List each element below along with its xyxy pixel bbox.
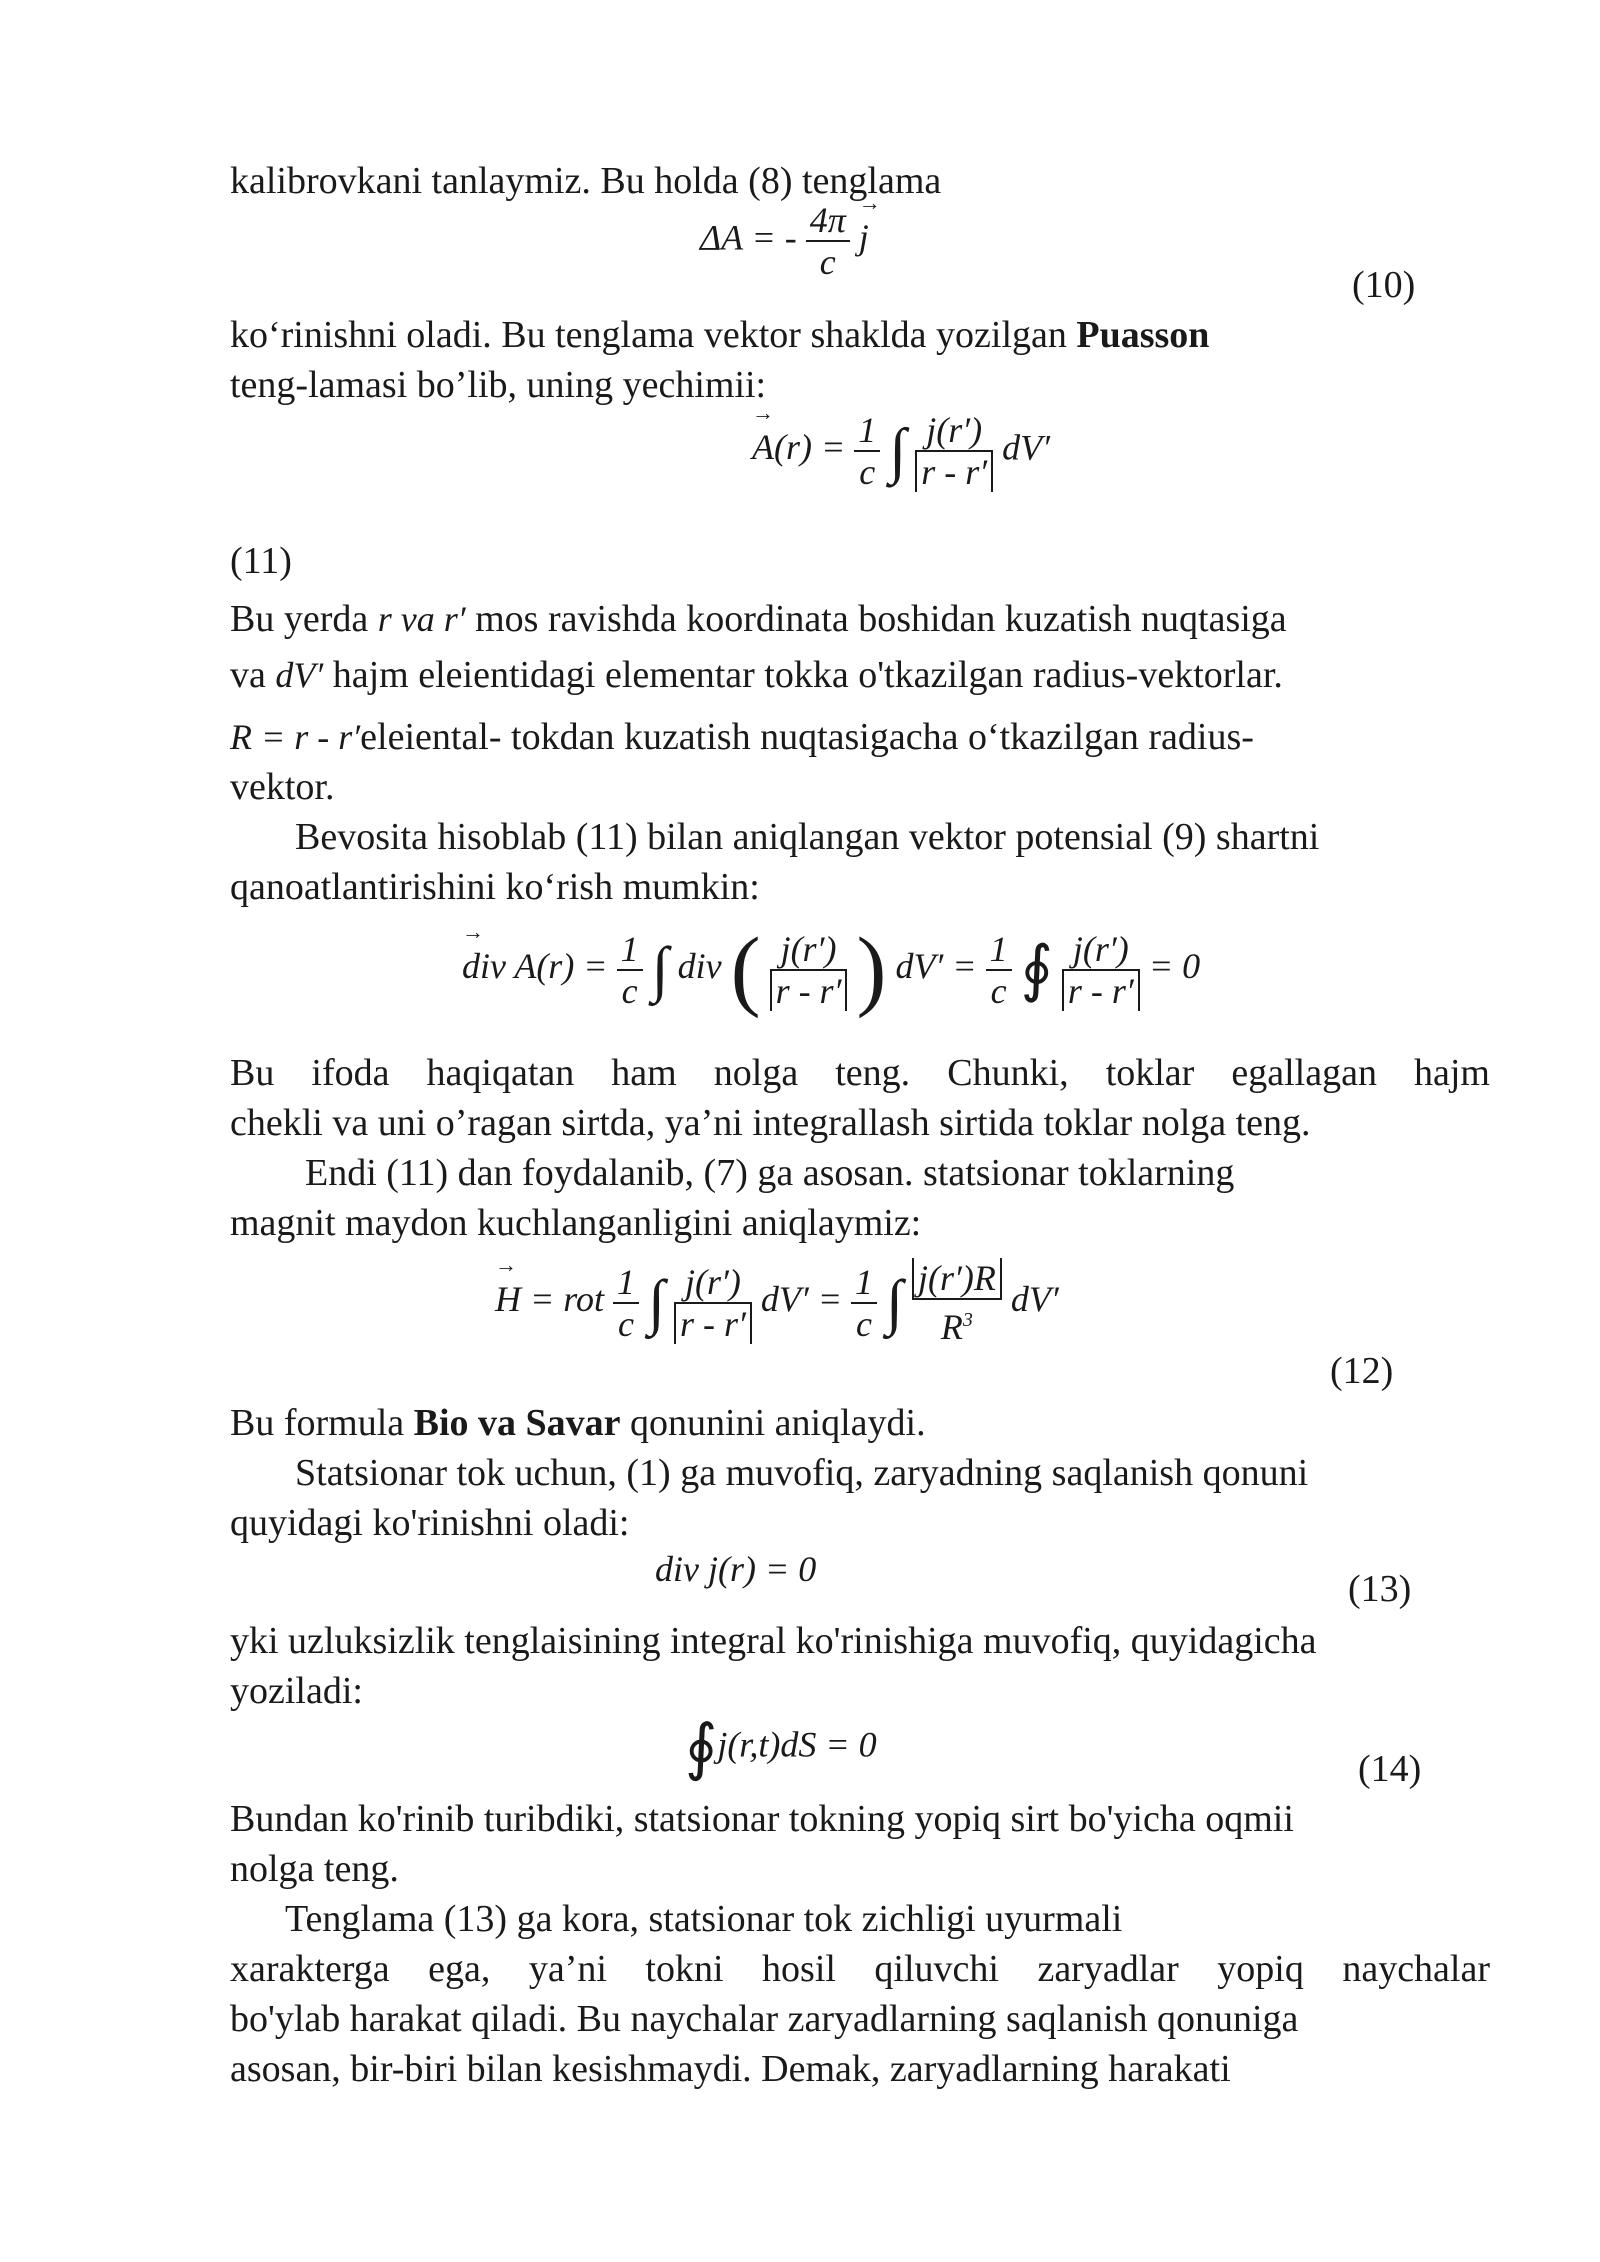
eq-den: c xyxy=(859,452,876,492)
text-line xyxy=(230,714,1490,760)
text-span: qonunini aniqlaydi. xyxy=(630,1402,926,1444)
text-line: qanoatlantirishini ko‘rish mumkin: xyxy=(230,866,760,908)
eq-tail: dV′ xyxy=(1010,1278,1059,1319)
inline-math: r va r′ xyxy=(377,599,466,639)
equation-label: (12) xyxy=(1330,1350,1394,1392)
contour-integral-sign: ∮ xyxy=(1020,935,1053,1004)
text-line: Statsionar tok uchun, (1) ga muvofiq, zaryadning saqlanish qonuni xyxy=(295,1452,1309,1494)
eq-fraction xyxy=(851,1262,877,1344)
equation-10 xyxy=(700,200,869,282)
equation-label: (10) xyxy=(1352,264,1416,306)
eq-num: 1 xyxy=(986,929,1012,971)
text-line: Endi (11) dan foydalanib, (7) ga asosan. statsionar toklarning xyxy=(305,1152,1235,1194)
eq-den: c xyxy=(819,242,836,282)
eq-den: r - r′ xyxy=(915,452,993,492)
eq-power: 3 xyxy=(962,1309,973,1331)
contour-integral-sign: ∮ xyxy=(685,1714,718,1782)
text-line: yoziladi: xyxy=(230,1670,363,1712)
eq-mid: dV′ = xyxy=(760,1278,843,1319)
eq-den xyxy=(912,1300,1002,1347)
text-line: nolga teng. xyxy=(230,1848,399,1890)
eq-tail: = 0 xyxy=(1148,945,1201,986)
eq-body: j(r,t)dS = 0 xyxy=(717,1724,877,1765)
eq-lhs: → div A(r) = xyxy=(462,945,608,987)
text-line: Bevosita hisoblab (11) bilan aniqlangan vektor potensial (9) shartni xyxy=(295,816,1320,858)
eq-den: c xyxy=(621,970,638,1011)
eq-lhs: ΔA = - xyxy=(700,217,797,258)
eq-fraction xyxy=(617,929,643,1011)
eq-den: c xyxy=(990,970,1007,1011)
eq-div: div xyxy=(677,945,722,986)
eq-num: j(r′) xyxy=(674,1262,752,1304)
eq-fraction xyxy=(854,410,880,492)
paren-left: ( xyxy=(730,920,761,1019)
eq-fraction xyxy=(770,929,848,1011)
text-line: bo'ylab harakat qiladi. Bu naychalar zaryadlarning saqlanish qonuniga xyxy=(230,1998,1299,2040)
eq-den: r - r′ xyxy=(674,1304,752,1344)
bold-term: Puasson xyxy=(1076,314,1210,356)
eq-mid: dV′ = xyxy=(895,945,977,986)
eq-rhs: → j xyxy=(859,216,869,258)
equation-11 xyxy=(752,410,1050,492)
eq-num: j(r′)R xyxy=(912,1258,1002,1300)
eq-tail: dV′ xyxy=(1002,427,1051,468)
eq-fraction xyxy=(613,1262,639,1344)
text-line: teng-lamasi bo’lib, uning yechimii: xyxy=(230,364,767,406)
text-line: vektor. xyxy=(230,766,335,808)
text-line: xarakterga ega, ya’ni tokni hosil qiluvchi zaryadlar yopiq naychalar xyxy=(230,1948,1490,1990)
bold-term: Bio va Savar xyxy=(413,1402,621,1444)
text-line: magnit maydon kuchlanganligini aniqlaymiz: xyxy=(230,1202,922,1244)
eq-den: r - r′ xyxy=(1062,971,1140,1011)
equation-14 xyxy=(685,1714,877,1782)
integral-sign: ∫ xyxy=(886,1268,903,1337)
text-span: ko‘rinishni oladi. Bu tenglama vektor shaklda yozilgan xyxy=(230,314,1067,356)
eq-fraction xyxy=(912,1258,1002,1347)
eq-lhs: → H = rot xyxy=(495,1278,604,1320)
text-line: Bu ifoda haqiqatan ham nolga teng. Chunki, toklar egallagan hajm xyxy=(230,1052,1490,1094)
text-line: (11) xyxy=(230,540,292,582)
eq-den: c xyxy=(617,1303,634,1344)
eq-fraction xyxy=(986,929,1012,1011)
eq-num: 1 xyxy=(613,1262,639,1304)
paren-right: ) xyxy=(856,920,887,1019)
equation-label: (13) xyxy=(1348,1568,1412,1610)
text-span: va xyxy=(230,654,266,696)
eq-den-base: R xyxy=(940,1307,963,1347)
text-span: Bu formula xyxy=(230,1402,405,1444)
eq-fraction xyxy=(674,1262,752,1344)
eq-den: r - r′ xyxy=(770,971,848,1011)
eq-num: 1 xyxy=(854,410,880,452)
text-span: eleiental- tokdan kuzatish nuqtasigacha o‘tkazilgan radius- xyxy=(360,716,1254,758)
eq-fraction xyxy=(806,200,850,282)
text-line: asosan, bir-biri bilan kesishmaydi. Demak, zaryadlarning harakati xyxy=(230,2048,1231,2090)
text-line: Bundan ko'rinib turibdiki, statsionar tokning yopiq sirt bo'yicha oqmii xyxy=(230,1798,1294,1840)
equation-12 xyxy=(495,1258,1059,1347)
eq-fraction xyxy=(915,410,993,492)
text-line: chekli va uni o’ragan sirtda, ya’ni integrallash sirtida toklar nolga teng. xyxy=(230,1102,1311,1144)
eq-lhs: → A(r) = xyxy=(752,426,845,468)
integral-sign: ∫ xyxy=(889,417,907,485)
eq-num: j(r′) xyxy=(915,410,993,452)
text-line xyxy=(230,312,1490,358)
inline-math: dV′ xyxy=(275,655,324,695)
eq-num: 1 xyxy=(617,929,643,971)
text-line xyxy=(230,1400,1490,1446)
eq-den: c xyxy=(856,1303,872,1344)
text-line: yki uzluksizlik tenglaisining integral ko'rinishiga muvofiq, quyidagicha xyxy=(230,1620,1317,1662)
text-line: quyidagi ko'rinishni oladi: xyxy=(230,1502,630,1544)
eq-num: j(r′) xyxy=(770,929,848,971)
text-span: mos ravishda koordinata boshidan kuzatish nuqtasiga xyxy=(475,598,1287,640)
equation-label: (14) xyxy=(1358,1748,1422,1790)
text-span: Bu yerda xyxy=(230,598,369,640)
text-line xyxy=(230,596,1490,642)
integral-sign: ∫ xyxy=(647,1268,665,1337)
text-line: Tenglama (13) ga kora, statsionar tok zichligi uyurmali xyxy=(285,1898,1123,1940)
eq-fraction xyxy=(1062,929,1140,1011)
inline-math: R = r - r′ xyxy=(230,717,361,757)
text-span: hajm eleientidagi elementar tokka o'tkazilgan radius-vektorlar. xyxy=(332,654,1283,696)
eq-num: j(r′) xyxy=(1062,929,1140,971)
text-line: kalibrovkani tanlaymiz. Bu holda (8) tenglama xyxy=(230,160,942,202)
eq-num: 4π xyxy=(806,200,850,242)
eq-num: 1 xyxy=(851,1262,877,1304)
text-line xyxy=(230,652,1490,698)
equation-div xyxy=(462,918,1200,1021)
integral-sign: ∫ xyxy=(651,935,669,1004)
equation-13: div j(r) = 0 xyxy=(655,1549,817,1589)
